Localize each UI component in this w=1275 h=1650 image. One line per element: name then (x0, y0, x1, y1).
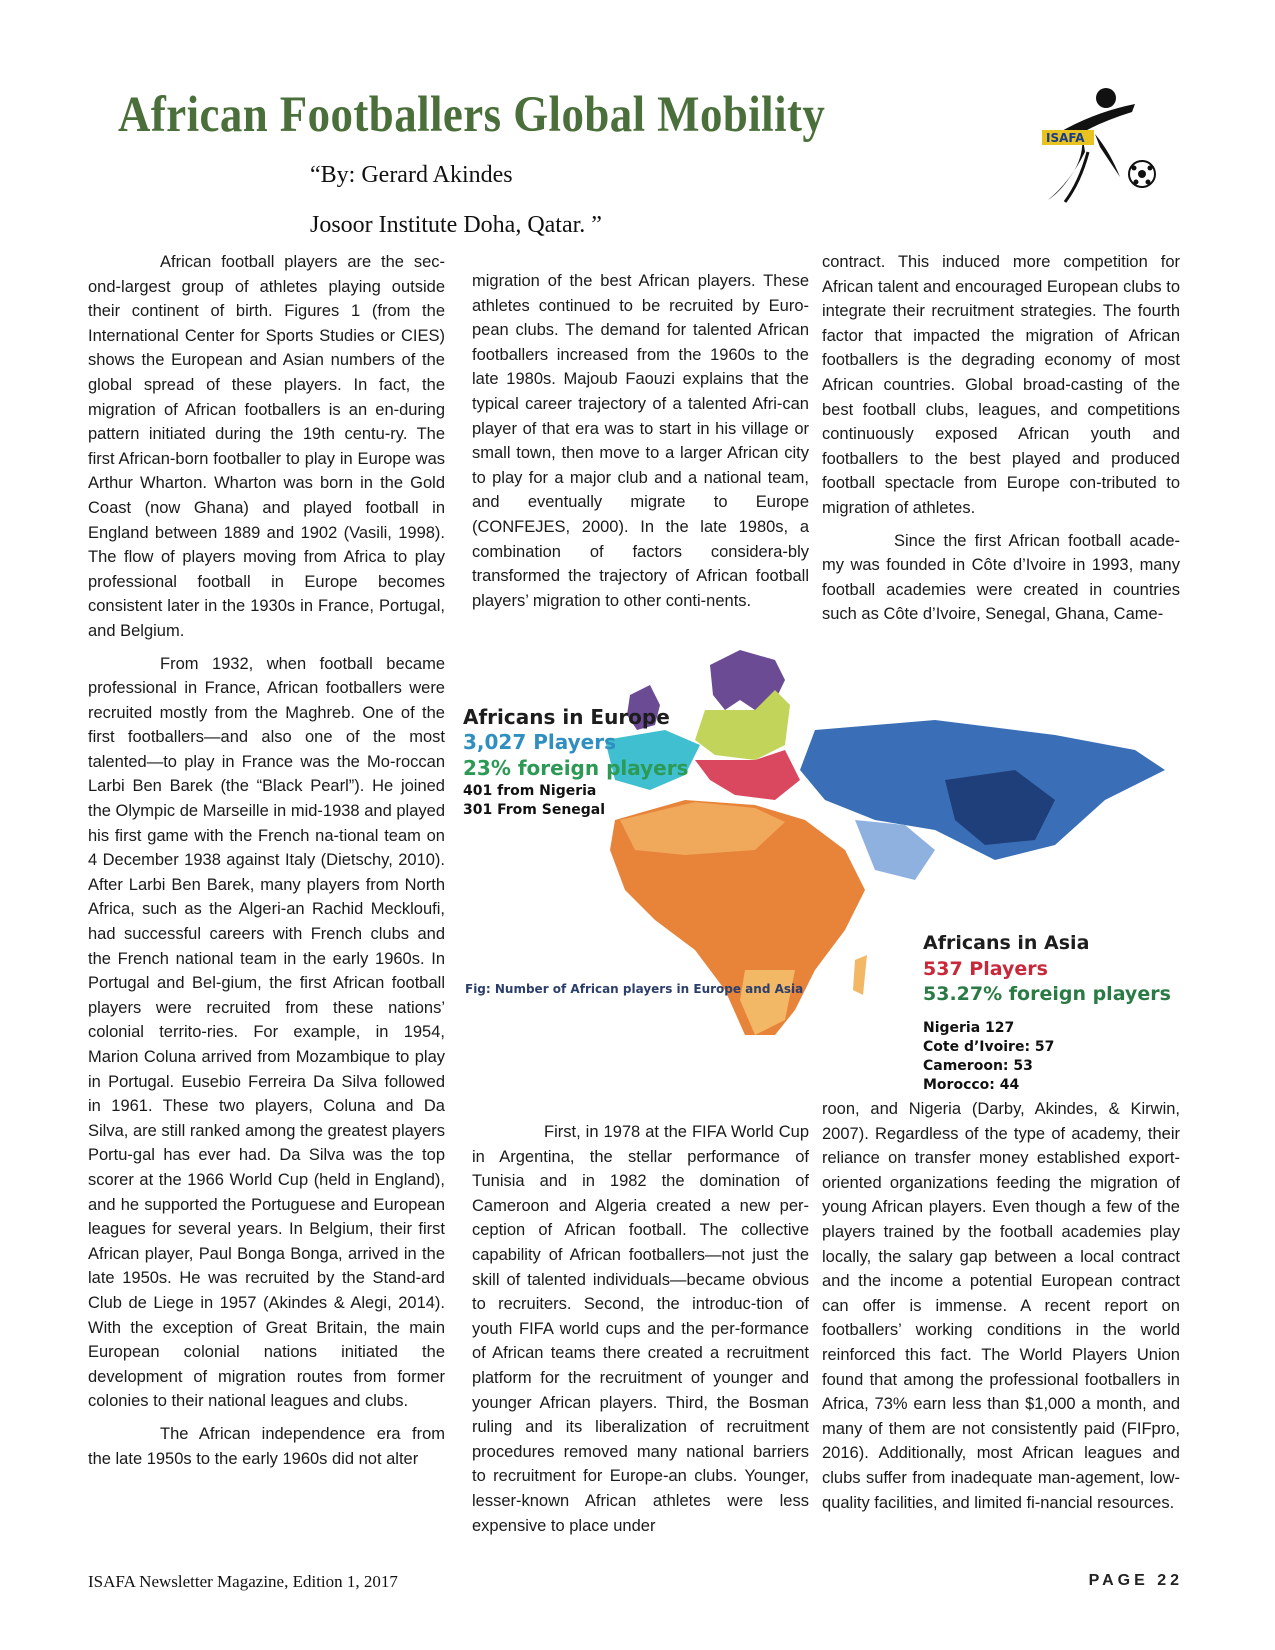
europe-foreign: 23% foreign players (463, 756, 689, 780)
paragraph: Since the first African football acade-my was founded in Côte d’Ivoire in 1993, many football academies were created in countries such as Côte d’Ivoire, Senegal, Ghana, Came- (822, 531, 1180, 624)
paragraph: From 1932, when football became professional in France, African footballers were recruited mostly from the Maghreb. One of the first footballers—and also one of the most talented—to play in France was the Mo-roccan Larbi Ben Barek (the “Black Pearl”). He joined the Olympic de Marseille in mid-1938 and played his first game with the French na-tional team on 4 December 1938 against Italy (Dietschy, 2010). After Larbi Ben Barek, many players from North Africa, such as the Algeri-an Rachid Meckloufi, had successful careers with French clubs and the French national team in the early 1960s. In Portugal and Bel-gium, the first African football players were recruited from these nations’ colonial territo-ries. For example, in 1954, Marion Coluna arrived from Mozambique to play in Portugal. Eusebio Ferreira Da Silva followed in 1961. These two players, Coluna and Da Silva, are still ranked among the greatest players Portu-gal has ever had. Da Silva was the top scorer at the 1966 World Cup (held in England), and he supported the Portuguese and European leagues for several years. In Belgium, their first African player, Paul Bonga Bonga, arrived in the late 1950s. He was recruited by the Stand-ard Club de Liege in 1957 (Akindes & Alegi, 2014). With the exception of Great Britain, the main European colonial nations initiated the development of migration routes from former colonies to their national leagues and clubs. (88, 654, 445, 1411)
asia-title: Africans in Asia (923, 932, 1090, 954)
isafa-logo (1040, 82, 1170, 212)
paragraph: First, in 1978 at the FIFA World Cup in Argentina, the stellar performance of Tunisia and in 1982 the domination of Cameroon and Algeria created a new per-ception of African football. The collective capability of African footballers—not just the skill of talented individuals—became obvious to recruiters. Second, the introduc-tion of youth FIFA world cups and the per-formance of African teams there created a recruitment platform for the recruitment of younger and younger African players. Third, the Bosman ruling and its liberalization of recruitment procedures removed many national barriers to recruitment for Europe-an clubs. Younger, lesser-known African athletes were less expensive to place under (472, 1123, 809, 1535)
asia-foreign: 53.27% foreign players (923, 983, 1171, 1005)
column-3-bottom-text (822, 1097, 1180, 1515)
footer-publication: ISAFA Newsletter Magazine, Edition 1, 2017 (88, 1572, 398, 1591)
europe-title: Africans in Europe (463, 705, 670, 729)
column-2-top-text (472, 269, 809, 613)
article-title: African Footballers Global Mobility (118, 87, 826, 143)
asia-cote-divoire: Cote d’Ivoire: 57 (923, 1039, 1055, 1055)
paragraph: roon, and Nigeria (Darby, Akindes, & Kirwin, 2007). Regardless of the type of academy, their reliance on transfer money established export-oriented organizations feeding the migration of young African players. Even though a few of the players trained by the football academies play locally, the salary gap between a local contract and the income a potential European contract can offer is immense. A recent report on footballers’ working conditions in the world reinforced this fact. The World Players Union found that among the professional footballers in Africa, 73% earn less than $1,000 a month, and many of them are not consistently paid (FIFpro, 2016). Additionally, most African leagues and clubs suffer from inadequate man-agement, low-quality facilities, and limited fi-nancial resources. (822, 1100, 1180, 1512)
figure-caption: Fig: Number of African players in Europe and Asia (465, 982, 804, 996)
map-asia-south (855, 820, 935, 880)
europe-nigeria: 401 from Nigeria (463, 783, 597, 799)
asia-morocco: Morocco: 44 (923, 1077, 1020, 1093)
paragraph: migration of the best African players. These athletes continued to be recruited by Euro-pean clubs. The demand for talented African footballers increased from the 1960s to the late 1980s. Majoub Faouzi explains that the typical career trajectory of a talented Afri-can player of that era was to start in his village or small town, then move to a larger African city to play for a major club and a national team, and eventually migrate to Europe (CONFEJES, 2000). In the late 1980s, a combination of factors considera-bly transformed the trajectory of African football players’ migration to other conti-nents. (472, 272, 809, 610)
column-3-top-text (822, 250, 1180, 627)
paragraph: The African independence era from the late 1950s to the early 1960s did not alter (88, 1424, 445, 1468)
page-number: PAGE 22 (1088, 1572, 1183, 1589)
byline-author: “By: Gerard Akindes (310, 162, 513, 188)
asia-nigeria: Nigeria 127 (923, 1020, 1015, 1036)
map-madagascar (853, 955, 867, 995)
svg-text:ISAFA: ISAFA (1046, 131, 1085, 145)
asia-players: 537 Players (923, 958, 1048, 980)
byline-institution: Josoor Institute Doha, Qatar. ” (310, 212, 602, 238)
europe-senegal: 301 From Senegal (463, 802, 606, 818)
column-2-bottom-text (472, 1120, 809, 1538)
europe-players: 3,027 Players (463, 730, 616, 754)
column-1-text (88, 250, 445, 1471)
asia-cameroon: Cameroon: 53 (923, 1058, 1033, 1074)
paragraph: African football players are the sec-ond-largest group of athletes playing outside their continent of birth. Figures 1 (from the International Center for Sports Studies or CIES) shows the European and Asian numbers of the global spread of these players. In fact, the migration of African footballers is an en-during pattern initiated during the 19th centu-ry. The first African-born footballer to play in Europe was Arthur Wharton. Wharton was born in the Gold Coast (now Ghana) and played football in England between 1889 and 1902 (Vasili, 1998). The flow of players moving from Africa to play professional football in Europe becomes consistent later in the 1930s in France, Portugal, and Belgium. (88, 253, 445, 640)
paragraph: contract. This induced more competition for African talent and encouraged European clubs to integrate their recruitment strategies. The fourth factor that impacted the migration of African footballers is the degrading economy of most African countries. Global broad-casting of the best football clubs, leagues, and competitions continuously exposed African youth and footballers to the best played and produced football spectacle from Europe con-tributed to migration of athletes. (822, 253, 1180, 517)
